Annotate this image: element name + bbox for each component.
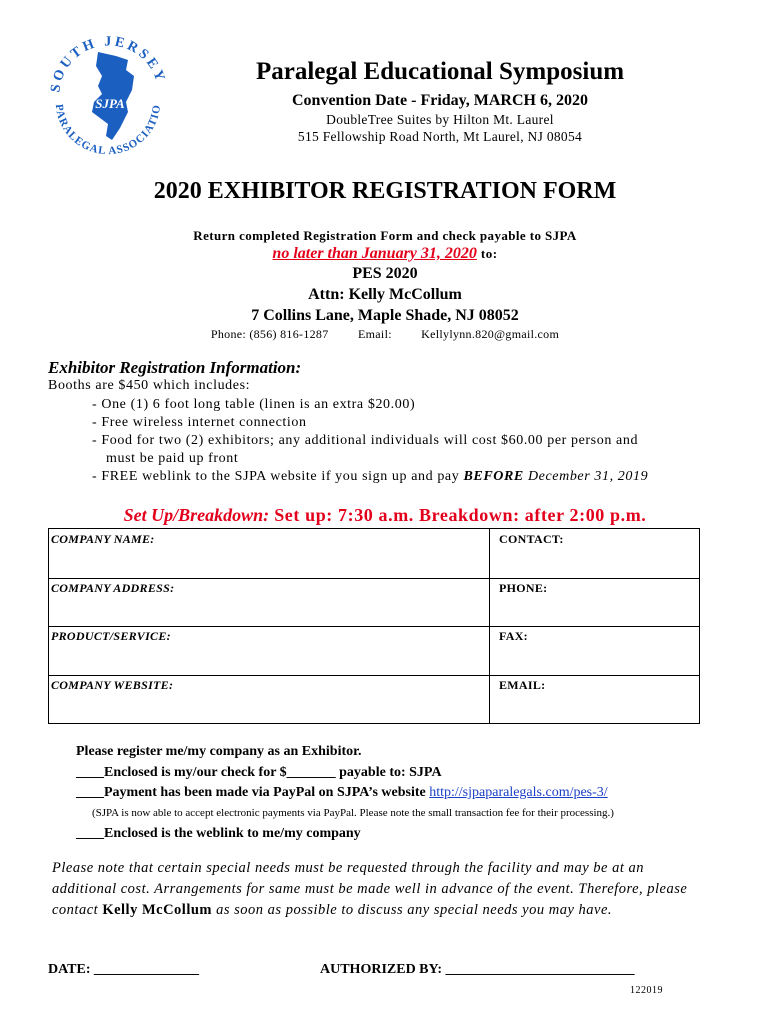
venue-name: DoubleTree Suites by Hilton Mt. Laurel	[326, 112, 554, 127]
special-note-text: Please note that certain special needs must be requested through the facility and may be at an additional cost. Arrangements for same must be made well in advance of the event. Therefore, please contact	[52, 860, 688, 918]
field-label: PRODUCT/SERVICE:	[51, 629, 171, 643]
venue-address: 515 Fellowship Road North, Mt Laurel, NJ 08054	[297, 129, 583, 144]
logo-arc-top: SOUTH JERSEY	[48, 34, 169, 94]
field-label: COMPANY ADDRESS:	[51, 581, 175, 595]
setup-breakdown-line	[0, 505, 770, 526]
deadline-line	[0, 245, 770, 263]
recipient-line: 7 Collins Lane, Maple Shade, NJ 08052	[251, 307, 519, 324]
email-field[interactable]	[497, 675, 700, 723]
page-title: Paralegal Educational Symposium	[255, 58, 625, 85]
special-note-text: as soon as possible to discuss any special needs you may have.	[216, 902, 613, 918]
check-option[interactable]: ____Enclosed is my/our check for $_______ payable to: SJPA	[76, 765, 442, 780]
deadline-date: no later than January 31, 2020	[272, 245, 477, 262]
sjpa-logo	[42, 32, 174, 164]
field-label: COMPANY NAME:	[51, 532, 155, 546]
weblink-before: BEFORE	[463, 469, 524, 484]
phone-number: Phone: (856) 816-1287	[210, 327, 329, 341]
form-code: 122019	[630, 985, 663, 996]
weblink-option[interactable]: ____Enclosed is the weblink to me/my company	[76, 826, 361, 841]
weblink-deadline: December 31, 2019	[527, 469, 649, 484]
fax-field[interactable]	[497, 626, 700, 675]
list-item: - Free wireless internet connection	[92, 415, 307, 430]
setup-label: Set Up/Breakdown:	[123, 505, 270, 525]
field-label: EMAIL:	[499, 678, 546, 692]
recipient-line: Attn: Kelly McCollum	[308, 286, 462, 303]
list-item-continued: must be paid up front	[106, 451, 239, 466]
electronic-payment-note: (SJPA is now able to accept electronic payments via PayPal. Please note the small transaction fee for their processing.)	[92, 807, 614, 819]
list-item	[92, 469, 648, 485]
field-label: CONTACT:	[499, 532, 564, 546]
logo-arc-bottom: PARALEGAL ASSOCIATIO	[52, 103, 164, 158]
registration-table	[48, 528, 700, 724]
weblink-text: - FREE weblink to the SJPA website if you sign up and pay	[92, 469, 460, 484]
booth-intro: Booths are $450 which includes:	[48, 378, 251, 393]
field-label: PHONE:	[499, 581, 548, 595]
email-label: Email:	[358, 327, 392, 341]
deadline-suffix: to:	[480, 246, 498, 261]
form-title: 2020 EXHIBITOR REGISTRATION FORM	[153, 178, 617, 204]
recipient-line: PES 2020	[352, 265, 418, 282]
contact-name: Kelly McCollum	[102, 902, 213, 918]
field-label: FAX:	[499, 629, 528, 643]
date-field[interactable]: DATE: _______________	[48, 962, 200, 977]
paypal-option[interactable]	[76, 785, 608, 801]
logo-center-text: SJPA	[95, 96, 125, 111]
company-address-field[interactable]	[49, 578, 489, 626]
phone-field[interactable]	[497, 578, 700, 626]
convention-date: Convention Date - Friday, MARCH 6, 2020	[292, 92, 588, 109]
register-statement: Please register me/my company as an Exhibitor.	[76, 744, 362, 759]
authorized-by-field[interactable]: AUTHORIZED BY: ___________________________	[320, 962, 635, 977]
setup-times: Set up: 7:30 a.m. Breakdown: after 2:00 p.m.	[274, 505, 647, 525]
list-item: - Food for two (2) exhibitors; any additional individuals will cost $60.00 per person and	[92, 433, 639, 448]
field-label: COMPANY WEBSITE:	[51, 678, 174, 692]
company-website-field[interactable]	[49, 675, 489, 723]
special-needs-note	[52, 858, 692, 921]
return-instruction: Return completed Registration Form and check payable to SJPA	[193, 228, 577, 243]
contact-line	[0, 327, 770, 342]
exhibitor-info-heading: Exhibitor Registration Information:	[48, 358, 302, 377]
new-jersey-state-map-icon	[42, 32, 174, 164]
paypal-option-label: ____Payment has been made via PayPal on SJPA’s website	[76, 785, 426, 800]
contact-field[interactable]	[497, 529, 700, 578]
product-service-field[interactable]	[49, 626, 489, 675]
list-item: - One (1) 6 foot long table (linen is an extra $20.00)	[92, 397, 416, 412]
pes-website-link[interactable]: http://sjpaparalegals.com/pes-3/	[429, 785, 608, 800]
company-name-field[interactable]	[49, 529, 489, 578]
email-address: Kellylynn.820@gmail.com	[421, 327, 560, 341]
